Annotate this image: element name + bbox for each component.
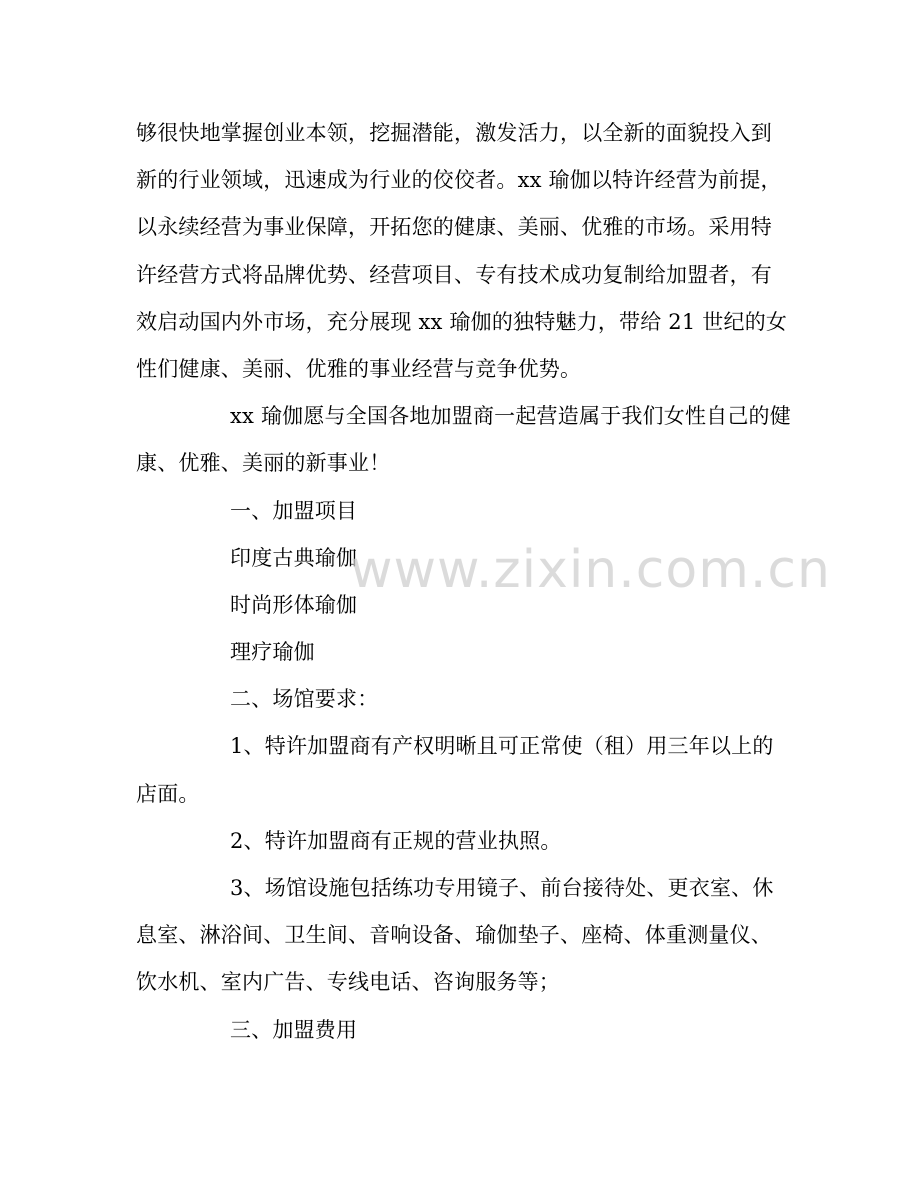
paragraph-line: 2、特许加盟商有正规的营业执照。 xyxy=(230,828,562,853)
paragraph-line: 康、优雅、美丽的新事业！ xyxy=(136,451,391,476)
paragraph-line: 够很快地掌握创业本领，挖掘潜能，激发活力，以全新的面貌投入到 xyxy=(136,121,772,145)
paragraph-line: 饮水机、室内广告、专线电话、咨询服务等； xyxy=(136,970,560,995)
paragraph-line: 息室、淋浴间、卫生间、音响设备、瑜伽垫子、座椅、体重测量仪、 xyxy=(136,923,772,948)
paragraph-line: 3、场馆设施包括练功专用镜子、前台接待处、更衣室、休 xyxy=(230,876,774,900)
paragraph-line: xx 瑜伽愿与全国各地加盟商一起营造属于我们女性自己的健 xyxy=(230,404,791,429)
list-item: 理疗瑜伽 xyxy=(230,640,315,665)
paragraph-line: 许经营方式将品牌优势、经营项目、专有技术成功复制给加盟者，有 xyxy=(136,262,772,287)
paragraph-line: 新的行业领域，迅速成为行业的佼佼者。xx 瑜伽以特许经营为前提， xyxy=(136,168,782,193)
section-heading: 三、加盟费用 xyxy=(230,1017,358,1042)
watermark: www.zixin.com.cn xyxy=(350,540,831,600)
paragraph-line: 以永续经营为事业保障，开拓您的健康、美丽、优雅的市场。采用特 xyxy=(136,215,772,240)
paragraph-line: 1、特许加盟商有产权明晰且可正常使（租）用三年以上的 xyxy=(230,734,774,759)
list-item: 印度古典瑜伽 xyxy=(230,545,358,570)
section-heading: 二、场馆要求： xyxy=(230,687,379,712)
paragraph-line: 性们健康、美丽、优雅的事业经营与竞争优势。 xyxy=(136,356,582,381)
list-item: 时尚形体瑜伽 xyxy=(230,592,358,617)
paragraph-line: 效启动国内外市场，充分展现 xx 瑜伽的独特魅力，带给 21 世纪的女 xyxy=(136,309,788,334)
paragraph-line: 店面。 xyxy=(136,781,200,806)
section-heading: 一、加盟项目 xyxy=(230,498,358,523)
document-body xyxy=(136,110,791,1054)
